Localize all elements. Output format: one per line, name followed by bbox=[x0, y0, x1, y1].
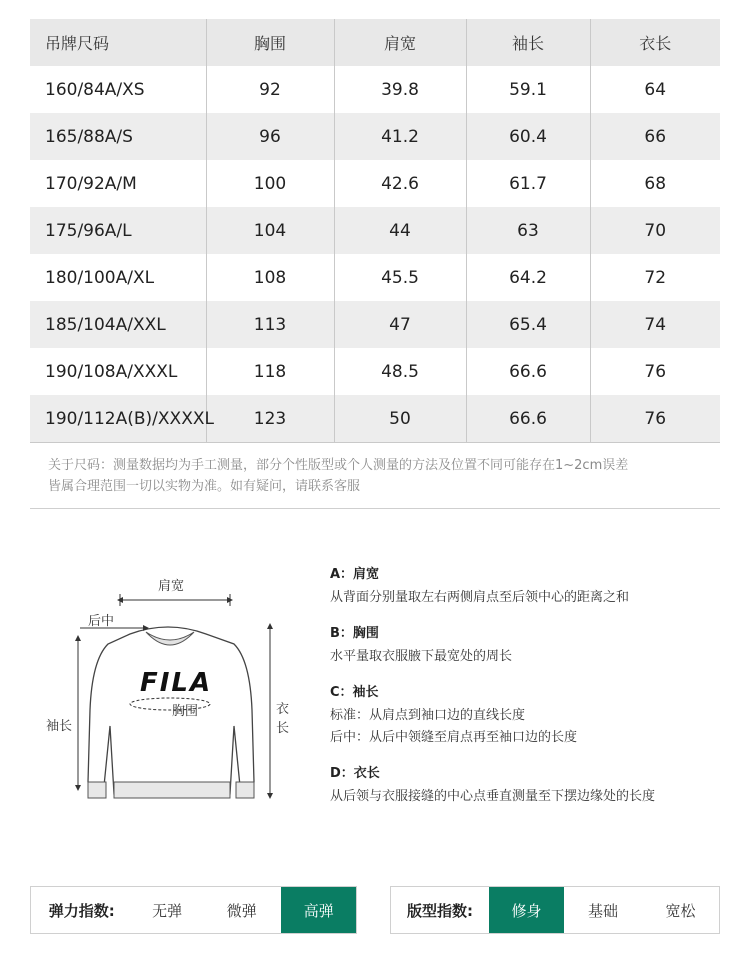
definition-b bbox=[330, 624, 740, 668]
cell-size: 175/96A/L bbox=[45, 220, 132, 241]
table-header-row bbox=[30, 19, 720, 66]
section-divider bbox=[30, 508, 720, 509]
cell-sleeve: 59.1 bbox=[466, 66, 590, 113]
fila-logo: FILA bbox=[140, 668, 213, 698]
cell-shoulder: 39.8 bbox=[334, 66, 466, 113]
definition-a bbox=[330, 565, 740, 609]
sweater-diagram bbox=[40, 560, 300, 820]
cell-chest: 118 bbox=[206, 348, 334, 395]
definition-c-title: C：袖长 bbox=[330, 685, 379, 700]
cell-length: 76 bbox=[590, 395, 720, 443]
table-row bbox=[30, 254, 720, 301]
fit-option-loose[interactable]: 宽松 bbox=[665, 901, 696, 920]
cell-sleeve: 66.6 bbox=[466, 348, 590, 395]
definition-d bbox=[330, 764, 740, 808]
label-chest: 胸围 bbox=[172, 704, 199, 719]
cell-chest: 96 bbox=[206, 113, 334, 160]
definition-b-title: B：胸围 bbox=[330, 626, 379, 641]
cell-chest: 92 bbox=[206, 66, 334, 113]
definition-a-text: 从背面分别量取左右两侧肩点至后领中心的距离之和 bbox=[330, 590, 630, 605]
cell-shoulder: 48.5 bbox=[334, 348, 466, 395]
table-row bbox=[30, 113, 720, 160]
label-back-center: 后中 bbox=[88, 614, 115, 629]
definition-b-text: 水平量取衣服腋下最宽处的周长 bbox=[330, 649, 513, 664]
definition-a-title: A：肩宽 bbox=[330, 567, 380, 582]
cell-sleeve: 64.2 bbox=[466, 254, 590, 301]
cell-size: 180/100A/XL bbox=[45, 267, 155, 288]
cell-sleeve: 66.6 bbox=[466, 395, 590, 443]
definition-c-text-1: 标准：从肩点到袖口边的直线长度 bbox=[330, 708, 526, 723]
table-row bbox=[30, 301, 720, 348]
size-table bbox=[30, 19, 720, 443]
cell-length: 72 bbox=[590, 254, 720, 301]
definition-d-title: D：衣长 bbox=[330, 766, 380, 781]
header-chest: 胸围 bbox=[206, 19, 334, 66]
stretch-index-label: 弹力指数: bbox=[48, 901, 115, 920]
header-shoulder: 肩宽 bbox=[334, 19, 466, 66]
definition-c bbox=[330, 683, 740, 749]
cell-chest: 104 bbox=[206, 207, 334, 254]
definition-c-text-2: 后中：从后中领缝至肩点再至袖口边的长度 bbox=[330, 730, 578, 745]
header-length: 衣长 bbox=[590, 19, 720, 66]
stretch-index-bar bbox=[30, 886, 357, 934]
size-note bbox=[48, 455, 728, 497]
cell-shoulder: 44 bbox=[334, 207, 466, 254]
cell-length: 70 bbox=[590, 207, 720, 254]
cell-length: 74 bbox=[590, 301, 720, 348]
right-cuff bbox=[236, 782, 254, 798]
definition-d-text: 从后领与衣服接缝的中心点垂直测量至下摆边缘处的长度 bbox=[330, 789, 656, 804]
left-cuff bbox=[88, 782, 106, 798]
label-shoulder: 肩宽 bbox=[158, 579, 185, 594]
header-sleeve: 袖长 bbox=[466, 19, 590, 66]
stretch-option-high[interactable]: 高弹 bbox=[281, 887, 356, 933]
measurement-definitions bbox=[330, 565, 740, 823]
fit-option-slim[interactable]: 修身 bbox=[489, 887, 564, 933]
cell-sleeve: 60.4 bbox=[466, 113, 590, 160]
label-sleeve: 袖长 bbox=[46, 719, 73, 734]
cell-chest: 123 bbox=[206, 395, 334, 443]
fit-index-bar bbox=[390, 886, 720, 934]
cell-length: 76 bbox=[590, 348, 720, 395]
sweater-body-outline bbox=[88, 627, 254, 794]
table-row bbox=[30, 66, 720, 113]
cell-shoulder: 47 bbox=[334, 301, 466, 348]
table-row bbox=[30, 160, 720, 207]
cell-size: 190/108A/XXXL bbox=[45, 361, 178, 382]
fit-option-regular[interactable]: 基础 bbox=[587, 901, 618, 920]
table-row bbox=[30, 395, 720, 443]
cell-chest: 100 bbox=[206, 160, 334, 207]
cell-sleeve: 65.4 bbox=[466, 301, 590, 348]
header-size: 吊牌尺码 bbox=[45, 34, 110, 53]
cell-shoulder: 42.6 bbox=[334, 160, 466, 207]
cell-size: 190/112A(B)/XXXXL bbox=[30, 395, 206, 443]
stretch-option-slight[interactable]: 微弹 bbox=[226, 901, 257, 920]
cell-size: 165/88A/S bbox=[45, 126, 133, 147]
fit-index-label: 版型指数: bbox=[407, 901, 473, 920]
cell-sleeve: 61.7 bbox=[466, 160, 590, 207]
cell-shoulder: 45.5 bbox=[334, 254, 466, 301]
sweater-hem bbox=[114, 782, 230, 798]
cell-shoulder: 41.2 bbox=[334, 113, 466, 160]
cell-chest: 108 bbox=[206, 254, 334, 301]
size-note-line-2: 皆属合理范围一切以实物为准。如有疑问，请联系客服 bbox=[48, 479, 361, 494]
cell-shoulder: 50 bbox=[334, 395, 466, 443]
table-row bbox=[30, 207, 720, 254]
cell-size: 160/84A/XS bbox=[45, 79, 145, 100]
stretch-option-none[interactable]: 无弹 bbox=[152, 901, 183, 920]
cell-chest: 113 bbox=[206, 301, 334, 348]
cell-length: 68 bbox=[590, 160, 720, 207]
cell-sleeve: 63 bbox=[466, 207, 590, 254]
label-length: 衣长 bbox=[276, 702, 290, 736]
cell-length: 66 bbox=[590, 113, 720, 160]
cell-size: 170/92A/M bbox=[45, 173, 137, 194]
cell-length: 64 bbox=[590, 66, 720, 113]
size-note-line-1: 关于尺码：测量数据均为手工测量，部分个性版型或个人测量的方法及位置不同可能存在1~2cm误差 bbox=[48, 458, 629, 473]
cell-size: 185/104A/XXL bbox=[45, 314, 166, 335]
table-row bbox=[30, 348, 720, 395]
